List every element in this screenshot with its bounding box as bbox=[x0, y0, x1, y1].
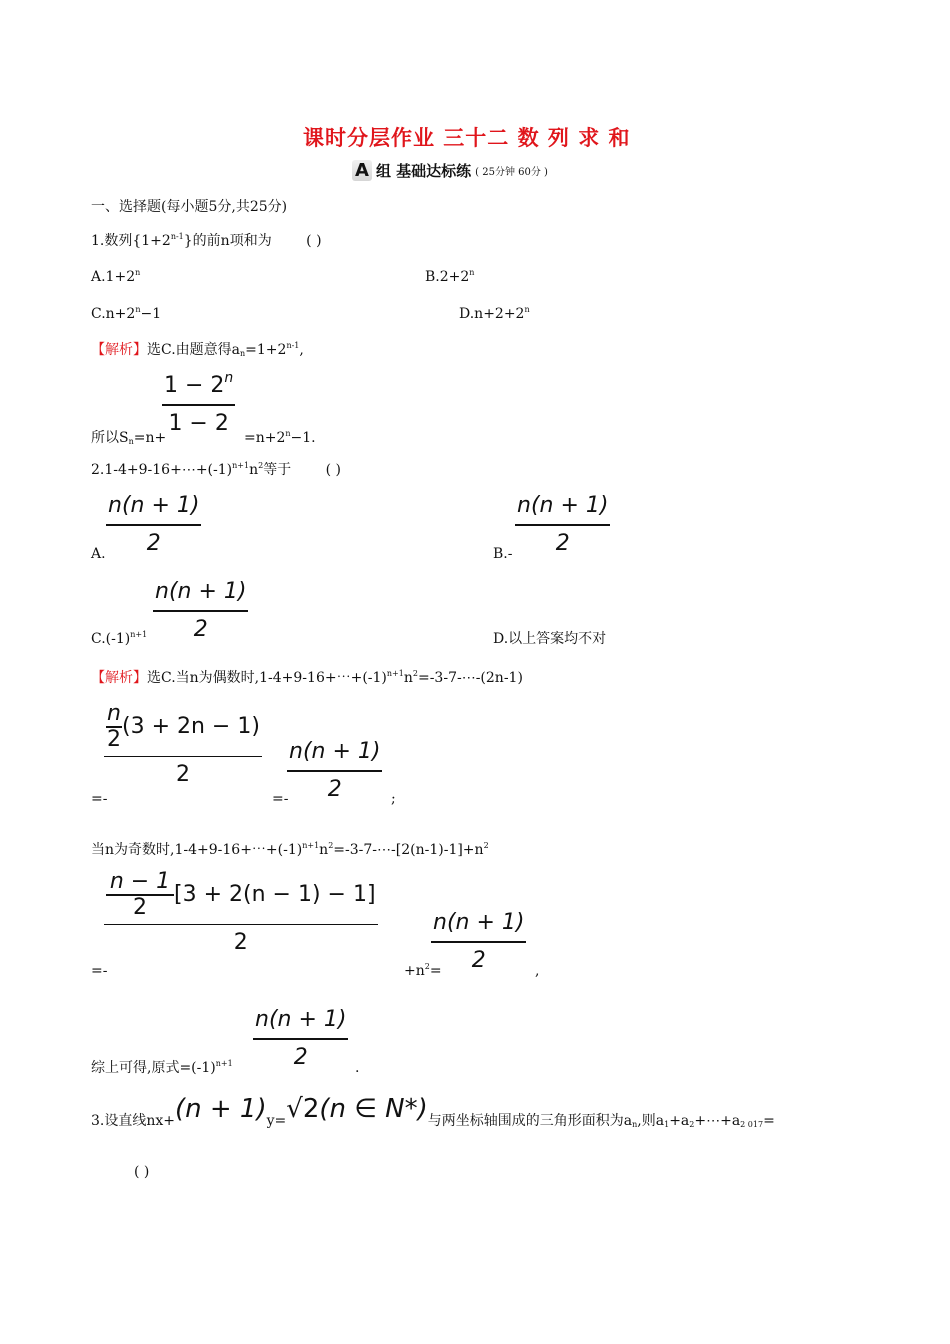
q2-conclusion: 综上可得,原式$=(-1)^{n+1}$ bbox=[91, 1059, 233, 1076]
q2-option-a[interactable]: A. bbox=[91, 546, 106, 562]
q2-even-eq2: =- bbox=[272, 791, 289, 807]
analysis-tag: 【解析】 bbox=[91, 670, 147, 686]
q2-stem: $2.1-4+9-16+\cdots+(-1)^{n+1}n^2$等于 ( ) bbox=[91, 461, 342, 478]
q1-option-b[interactable]: $B.2+2^n$ bbox=[425, 268, 475, 285]
q1-sum-fraction: $1 - 2^n$ 1 − 2 bbox=[164, 370, 234, 436]
q2-even-eq: =- bbox=[91, 791, 108, 807]
page-title: 课时分层作业 三十二 数 列 求 和 bbox=[303, 125, 631, 150]
group-time: ( 25分钟 60分 ) bbox=[475, 167, 548, 178]
q2-option-b[interactable]: B.- bbox=[493, 546, 513, 562]
analysis-tag: 【解析】 bbox=[91, 342, 147, 358]
group-badge: A bbox=[352, 160, 372, 181]
q2-odd-line: 当n为奇数时$,1-4+9-16+\cdots+(-1)^{n+1}n^2=-3-7-\cdots-[2(n-1)-1]+n^2$ bbox=[91, 841, 489, 858]
section-heading: 一、选择题(每小题5分,共25分) bbox=[91, 199, 288, 215]
q2-conclusion-fraction: n(n + 1) 2 bbox=[255, 1007, 347, 1070]
q2-odd-fraction: n − 1 2 [3 + 2(n − 1) − 1] 2 bbox=[104, 870, 378, 957]
q2-even-fraction: n 2 (3 + 2n − 1) 2 bbox=[104, 702, 262, 789]
q1-option-d[interactable]: $D.n+2+2^n$ bbox=[459, 305, 530, 322]
q2-option-a-fraction: n(n + 1) 2 bbox=[108, 493, 200, 556]
q2-option-c[interactable]: $C.(-1)^{n+1}$ bbox=[91, 630, 148, 647]
q2-odd-eq: =- bbox=[91, 963, 108, 979]
q1-stem: 1.数列$\{1+2^{n-1}\}$的前n项和为 ( ) bbox=[91, 232, 322, 249]
q2-even-result-fraction: n(n + 1) 2 bbox=[289, 739, 381, 802]
q3-answer-paren: ( ) bbox=[134, 1164, 150, 1180]
q1-analysis: 【解析】选C.由题意得$a_n=1+2^{n-1}$, bbox=[91, 341, 304, 358]
q2-odd-result-fraction: n(n + 1) 2 bbox=[433, 910, 525, 973]
q2-analysis: 【解析】选C.当n为偶数时$,1-4+9-16+\cdots+(-1)^{n+1}n^2=-3-7-\cdots-(2n-1)$ bbox=[91, 669, 523, 686]
q2-option-b-fraction: n(n + 1) 2 bbox=[517, 493, 609, 556]
q3-stem: 3.设直线nx+ (n + 1) y= √2 (n ∈ N*) 与两坐标轴围成的三角形面积为$a_n$,则$a_1+a_2+\cdots+a_{2 017}=$ bbox=[91, 1094, 775, 1129]
group-label: 组 基础达标练 bbox=[375, 162, 472, 180]
q1-option-c[interactable]: $C.n+2^n-1$ bbox=[91, 305, 162, 322]
q1-sum-right: $=n+2^n-1$. bbox=[244, 429, 316, 446]
q2-option-d[interactable]: D.以上答案均不对 bbox=[493, 631, 607, 647]
q2-odd-end: , bbox=[535, 963, 540, 979]
q2-odd-plus-n2: $+n^2=$ bbox=[404, 962, 442, 979]
q2-option-c-fraction: n(n + 1) 2 bbox=[155, 579, 247, 642]
q2-even-end: ; bbox=[391, 791, 396, 807]
q1-sum-left: 所以$S_n=n+$ bbox=[91, 430, 167, 446]
q1-option-a[interactable]: $A.1+2^n$ bbox=[91, 268, 141, 285]
group-header bbox=[352, 160, 548, 181]
q2-conclusion-end: . bbox=[355, 1060, 360, 1076]
